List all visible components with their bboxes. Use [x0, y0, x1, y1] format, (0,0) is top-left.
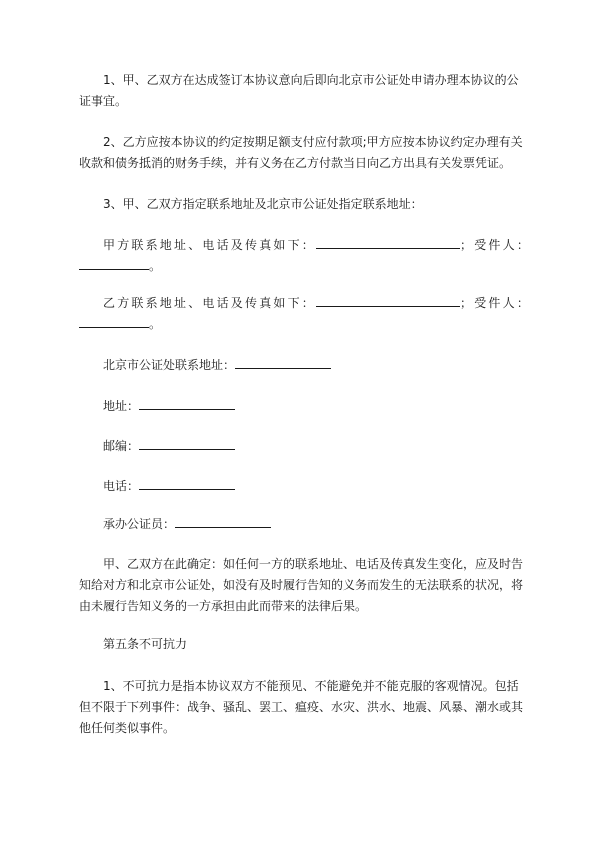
confirmation-line-1: 甲、乙双方在此确定：如任何一方的联系地址、电话及传真发生变化，应及时告	[103, 557, 524, 571]
notary-addr	[79, 396, 519, 417]
article-5-clause-1	[79, 676, 524, 739]
phone-blank	[139, 476, 235, 490]
clause-3-text: 3、甲、乙双方指定联系地址及北京市公证处指定联系地址：	[103, 197, 423, 211]
clause-1-line-1: 1、甲、乙双方在达成签订本协议意向后即向北京市公证处申请办理本协议的公	[103, 73, 519, 87]
party-a-end: 。	[149, 259, 164, 273]
postcode-blank	[139, 436, 235, 450]
notary-postcode	[79, 436, 519, 457]
party-b-line-1	[79, 293, 532, 314]
party-b-end: 。	[149, 317, 164, 331]
party-b-contact	[79, 293, 532, 335]
clause-1-line-2: 证事宜。	[79, 94, 128, 108]
article-5-line-2: 但不限于下列事件：战争、骚乱、罢工、瘟疫、水灾、洪水、地震、风暴、潮水或其	[79, 700, 524, 714]
addr-blank	[139, 396, 235, 410]
notary-address-label: 北京市公证处联系地址：	[103, 358, 236, 372]
party-b-address-blank	[316, 293, 460, 307]
notary-phone	[79, 476, 519, 497]
article-5-line-3: 他任何类似事件。	[79, 721, 176, 735]
party-a-recipient-blank	[79, 256, 149, 270]
notary-address-blank	[235, 355, 331, 369]
phone-label: 电话：	[103, 479, 140, 493]
addr-label: 地址：	[103, 399, 140, 413]
party-b-label: 乙方联系地址、电话及传真如下：	[103, 296, 317, 310]
postcode-label: 邮编：	[103, 439, 140, 453]
clause-2	[79, 132, 523, 174]
party-a-contact	[79, 235, 532, 277]
article-5-line-1: 1、不可抗力是指本协议双方不能预见、不能避免并不能克服的客观情况。包括	[103, 679, 519, 693]
party-b-recipient-blank	[79, 314, 149, 328]
clause-2-line-2: 收款和债务抵消的财务手续，并有义务在乙方付款当日向乙方出具有关发票凭证。	[79, 156, 512, 170]
party-a-recipient-label: ；受件人：	[460, 238, 532, 252]
confirmation-paragraph	[79, 554, 524, 617]
party-b-line-2	[79, 314, 519, 335]
article-5-heading: 第五条不可抗力	[103, 637, 188, 651]
confirmation-line-3: 由未履行告知义务的一方承担由此而带来的法律后果。	[79, 599, 368, 613]
clause-3	[79, 194, 519, 215]
clause-1	[79, 70, 519, 112]
party-a-label: 甲方联系地址、电话及传真如下：	[103, 238, 317, 252]
officer-label: 承办公证员：	[103, 517, 176, 531]
confirmation-line-2: 知给对方和北京市公证处，如没有及时履行告知的义务而发生的无法联系的状况，将	[79, 578, 524, 592]
party-a-line-2	[79, 256, 519, 277]
notary-officer	[79, 514, 519, 535]
officer-blank	[175, 514, 271, 528]
party-a-line-1	[79, 235, 532, 256]
clause-2-line-1: 2、乙方应按本协议的约定按期足额支付应付款项;甲方应按本协议约定办理有关	[103, 135, 523, 149]
notary-address	[79, 355, 519, 376]
party-a-address-blank	[316, 235, 460, 249]
party-b-recipient-label: ；受件人：	[460, 296, 532, 310]
